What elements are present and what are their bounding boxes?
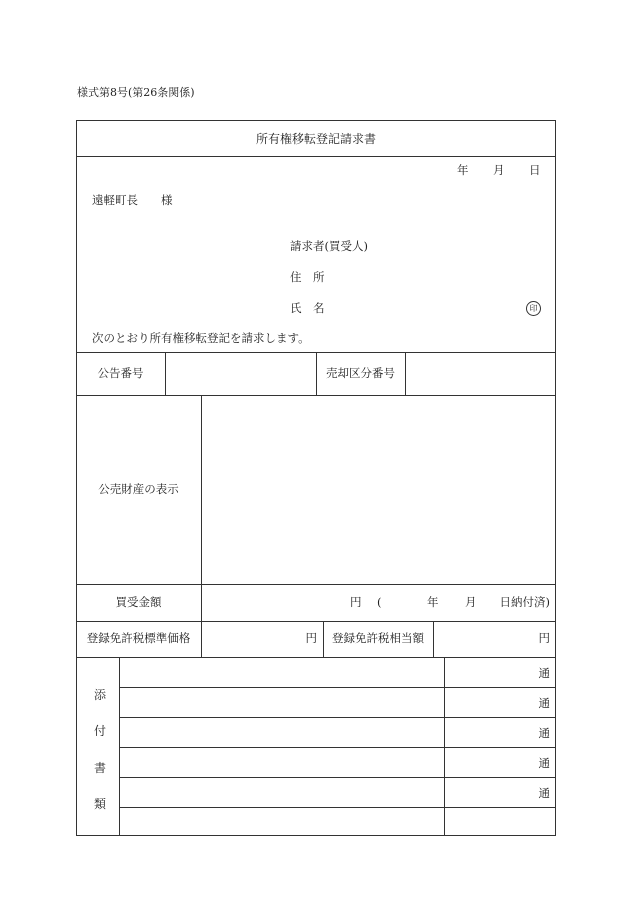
purchase-amount-label: 買受金額 xyxy=(115,595,162,609)
rule-label-column xyxy=(201,395,202,657)
attachment-copies-unit: 通 xyxy=(538,756,550,770)
rule-attach-3 xyxy=(119,747,556,748)
rule-attach-label xyxy=(119,657,120,836)
attachment-copies-unit: 通 xyxy=(538,786,550,800)
attachment-copies-unit: 通 xyxy=(538,726,550,740)
rule-attach-5 xyxy=(119,807,556,808)
rule-attach-4 xyxy=(119,777,556,778)
purchase-month: 月 xyxy=(465,595,477,609)
purchase-yen: 円 xyxy=(350,595,362,609)
rule-notice-v1 xyxy=(165,352,166,395)
attachment-copies-unit: 通 xyxy=(538,666,550,680)
rule-title-bottom xyxy=(76,156,556,157)
rule-attach-1 xyxy=(119,687,556,688)
rule-tax-bottom xyxy=(76,657,556,658)
rule-tax-right xyxy=(433,621,434,657)
purchase-paid-suffix: 日納付済) xyxy=(499,595,550,609)
date-year: 年 xyxy=(457,163,469,177)
tax-base-yen: 円 xyxy=(305,631,317,645)
property-label: 公売財産の表示 xyxy=(98,482,179,496)
addressee: 遠軽町長 様 xyxy=(92,193,173,207)
purchase-year: 年 xyxy=(427,595,439,609)
sale-section-label: 売却区分番号 xyxy=(326,366,395,380)
requester-label: 請求者(買受人) xyxy=(290,239,368,253)
rule-purchase-bottom xyxy=(76,621,556,622)
tax-amount-yen: 円 xyxy=(538,631,550,645)
rule-attach-copies xyxy=(444,657,445,836)
rule-property-bottom xyxy=(76,584,556,585)
attachment-label-char: 付 xyxy=(93,724,106,738)
requester-address-label: 住 所 xyxy=(290,270,325,284)
attachment-label-char: 類 xyxy=(93,797,106,811)
purchase-open-paren: ( xyxy=(377,595,382,609)
tax-base-label: 登録免許税標準価格 xyxy=(86,631,191,645)
attachment-copies-unit: 通 xyxy=(538,696,550,710)
date-month: 月 xyxy=(493,163,505,177)
request-statement: 次のとおり所有権移転登記を請求します。 xyxy=(92,331,310,345)
form-number: 様式第8号(第26条関係) xyxy=(77,86,195,99)
notice-number-label: 公告番号 xyxy=(97,366,144,380)
rule-notice-bottom xyxy=(76,395,556,396)
seal-mark: 印 xyxy=(526,301,541,316)
tax-amount-label: 登録免許税相当額 xyxy=(332,631,424,645)
requester-name-label: 氏 名 xyxy=(290,301,325,315)
form-title: 所有権移転登記請求書 xyxy=(255,132,376,146)
attachment-label-char: 書 xyxy=(93,761,106,775)
rule-attach-2 xyxy=(119,717,556,718)
rule-notice-v3 xyxy=(405,352,406,395)
date-day: 日 xyxy=(529,163,541,177)
attachment-label-char: 添 xyxy=(93,688,106,702)
